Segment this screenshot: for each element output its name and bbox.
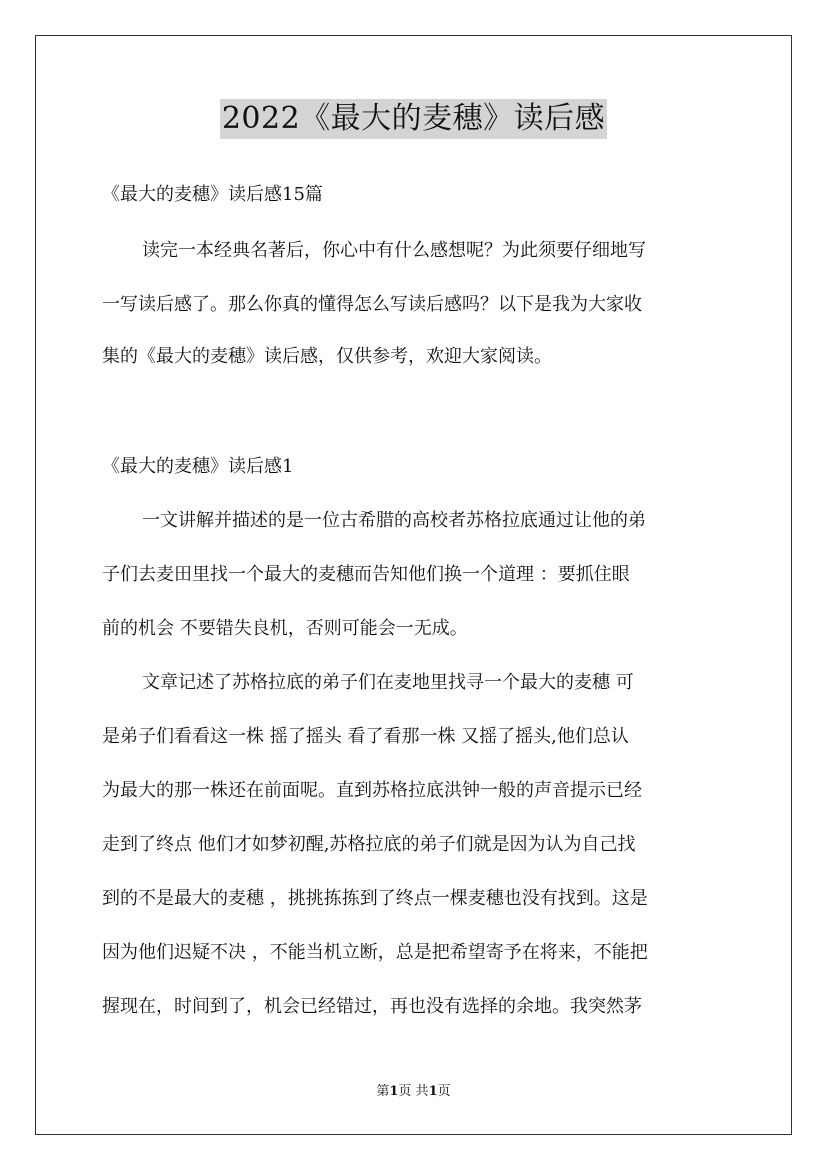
footer-total-pages: 1 [428,1084,438,1099]
paragraph-line: 子们去麦田里找一个最大的麦穗而告知他们换一个道理 ：要抓住眼 [102,564,630,585]
intro-line: 读完一本经典名著后，你心中有什么感想呢？为此须要仔细地写 [142,240,646,261]
intro-line: 集的《最大的麦穗》读后感，仅供参考，欢迎大家阅读。 [102,346,552,367]
section-heading: 《最大的麦穗》读后感1 [102,456,294,477]
document-subtitle: 《最大的麦穗》读后感15篇 [102,184,323,205]
paragraph-line: 为最大的那一株还在前面呢。直到苏格拉底洪钟一般的声音提示已经 [102,780,642,801]
paragraph-line: 前的机会 不要错失良机，否则可能会一无成。 [102,618,468,639]
paragraph-line: 到的不是最大的麦穗 ，挑挑拣拣到了终点一棵麦穗也没有找到。这是 [102,888,648,909]
page-footer [0,1083,827,1101]
paragraph-line: 一文讲解并描述的是一位古希腊的高校者苏格拉底通过让他的弟 [142,510,646,531]
intro-line: 一写读后感了。那么你真的懂得怎么写读后感吗？以下是我为大家收 [102,294,642,315]
paragraph-line: 因为他们迟疑不决 ，不能当机立断，总是把希望寄予在将来，不能把 [102,942,648,963]
title-wrap [0,99,827,139]
footer-suffix: 页 [437,1084,451,1099]
footer-prefix: 第 [376,1084,390,1099]
paragraph-line: 握现在，时间到了，机会已经错过，再也没有选择的余地。我突然茅 [102,996,642,1017]
footer-page-number: 1 [389,1084,399,1099]
document-title: 2022《最大的麦穗》读后感 [220,99,607,139]
footer-mid: 页 共 [398,1084,429,1099]
paragraph-line: 文章记述了苏格拉底的弟子们在麦地里找寻一个最大的麦穗 可 [142,672,634,693]
paragraph-line: 走到了终点 他们才如梦初醒,苏格拉底的弟子们就是因为认为自己找 [102,834,636,855]
paragraph-line: 是弟子们看看这一株 摇了摇头 看了看那一株 又摇了摇头,他们总认 [102,726,629,747]
